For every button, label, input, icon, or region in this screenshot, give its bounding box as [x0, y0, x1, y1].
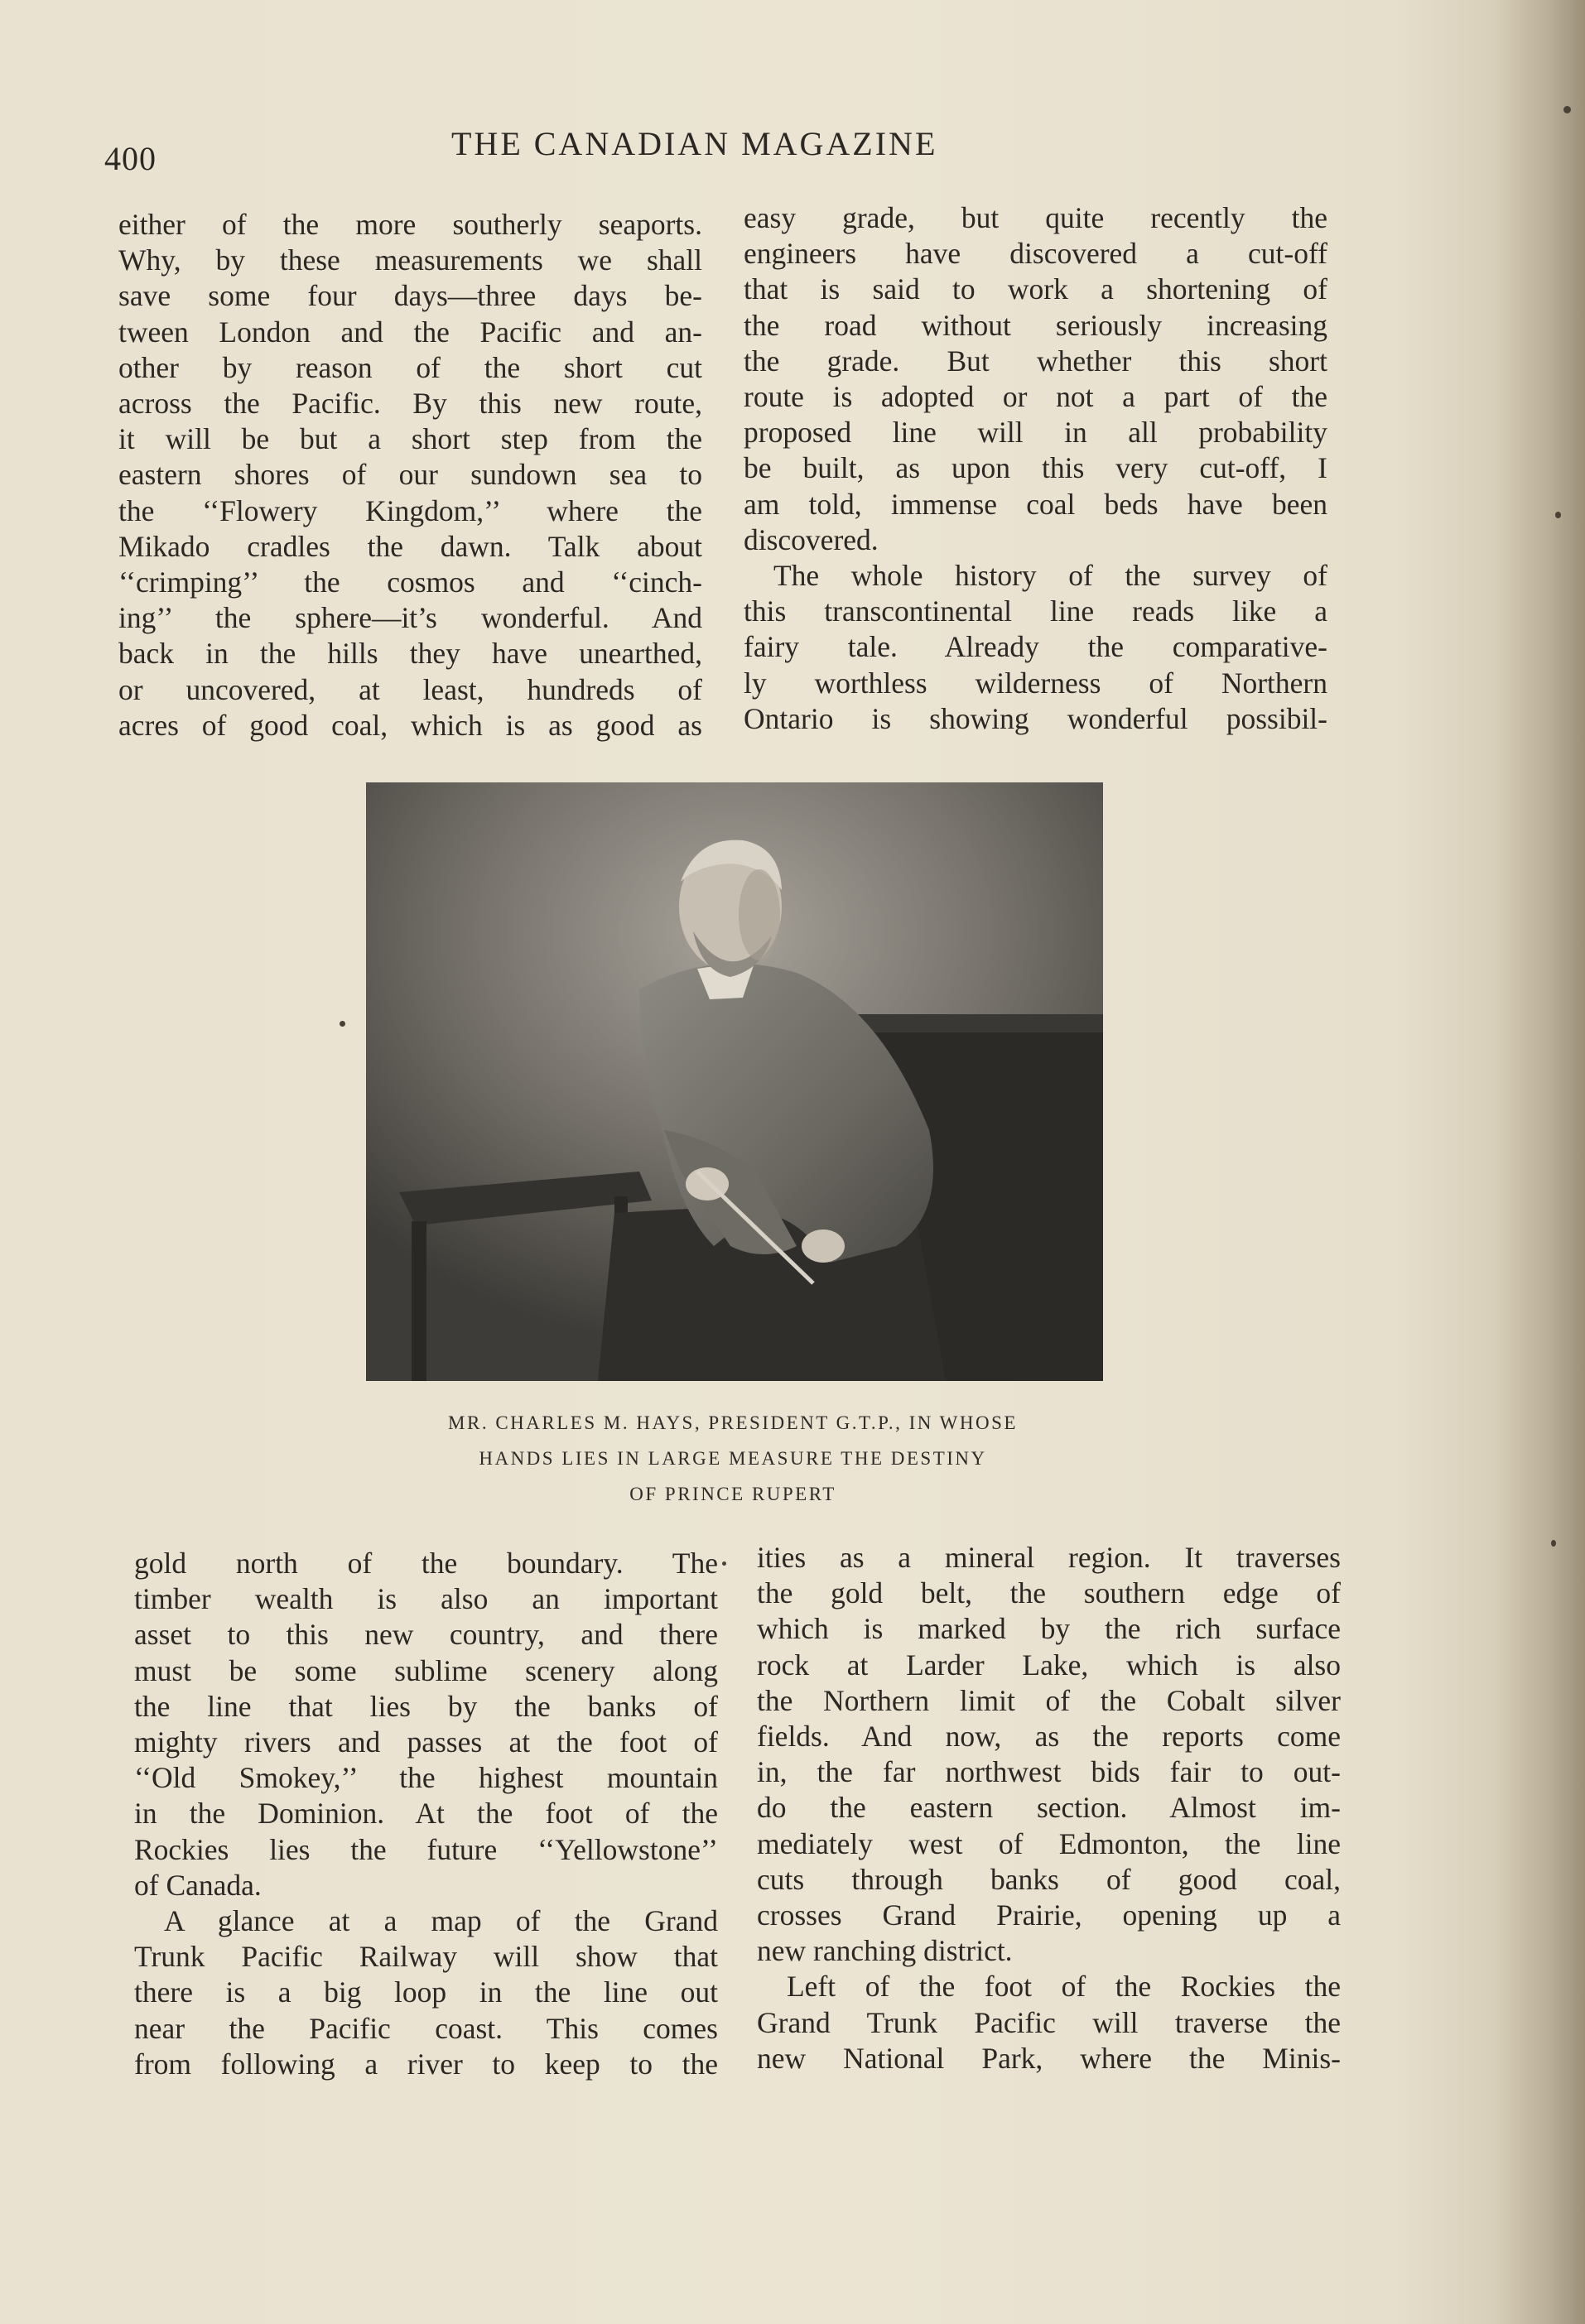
text-line: am told, immense coal beds have been — [744, 487, 1327, 521]
text-line: fairy tale. Already the comparative- — [744, 630, 1327, 664]
binding-shadow — [1494, 0, 1585, 2324]
text-line: there is a big loop in the line out — [134, 1975, 718, 2009]
text-line: Rockies lies the future ‘‘Yellowstone’’ — [134, 1832, 718, 1866]
text-line: discovered. — [744, 522, 879, 556]
text-line: ities as a mineral region. It traverses — [757, 1541, 1341, 1574]
text-line: or uncovered, at least, hundreds of — [118, 672, 702, 706]
text-column-top-right — [744, 200, 1327, 737]
text-line: gold north of the boundary. The — [134, 1547, 718, 1580]
portrait-illustration — [366, 782, 1103, 1381]
text-line: asset to this new country, and there — [134, 1618, 718, 1652]
text-line: must be some sublime scenery along — [134, 1653, 718, 1687]
text-line: route is adopted or not a part of the — [744, 380, 1327, 414]
text-line: be built, as upon this very cut-off, I — [744, 451, 1327, 485]
photo-caption — [315, 1405, 1151, 1512]
text-column-bottom-right — [757, 1540, 1341, 2076]
text-line: it will be but a short step from the — [118, 422, 702, 456]
text-line: other by reason of the short cut — [118, 350, 702, 384]
text-line: ‘‘crimping’’ the cosmos and ‘‘cinch- — [118, 565, 702, 599]
paper-speck — [1551, 1540, 1556, 1547]
text-line: ly worthless wilderness of Northern — [744, 666, 1327, 700]
text-line: the ‘‘Flowery Kingdom,’’ where the — [118, 493, 702, 527]
text-line: mighty rivers and passes at the foot of — [134, 1725, 718, 1759]
text-line: easy grade, but quite recently the — [744, 201, 1327, 234]
text-line: across the Pacific. By this new route, — [118, 387, 702, 421]
paper-speck — [722, 1561, 726, 1566]
running-head: THE CANADIAN MAGAZINE — [451, 125, 938, 162]
paper-speck — [1555, 512, 1561, 518]
caption-line: HANDS LIES IN LARGE MEASURE THE DESTINY — [479, 1448, 987, 1469]
page-number: 400 — [104, 140, 157, 177]
text-line: the line that lies by the banks of — [134, 1689, 718, 1723]
text-line: of Canada. — [134, 1868, 262, 1902]
text-line: back in the hills they have unearthed, — [118, 637, 702, 671]
text-line: that is said to work a shortening of — [744, 272, 1327, 306]
text-line: the road without seriously increasing — [744, 308, 1327, 342]
caption-line: OF PRINCE RUPERT — [629, 1484, 836, 1504]
text-line: The whole history of the survey of — [773, 559, 1327, 593]
text-line: engineers have discovered a cut-off — [744, 237, 1327, 271]
paper-speck — [340, 1021, 345, 1027]
text-line: crosses Grand Prairie, opening up a — [757, 1898, 1341, 1932]
text-line: either of the more southerly seaports. — [118, 208, 702, 241]
text-line: Ontario is showing wonderful possibil- — [744, 701, 1327, 735]
text-line: the gold belt, the southern edge of — [757, 1576, 1341, 1610]
paper-speck — [1563, 106, 1571, 113]
text-line: cuts through banks of good coal, — [757, 1862, 1341, 1896]
portrait-photograph — [366, 782, 1103, 1381]
text-line: timber wealth is also an important — [134, 1582, 718, 1616]
text-line: fields. And now, as the reports come — [757, 1720, 1341, 1754]
text-line: Grand Trunk Pacific will traverse the — [757, 2005, 1341, 2039]
text-line: from following a river to keep to the — [134, 2047, 718, 2081]
text-line: proposed line will in all probability — [744, 416, 1327, 450]
text-line: Trunk Pacific Railway will show that — [134, 1940, 718, 1974]
text-line: the Northern limit of the Cobalt silver — [757, 1683, 1341, 1717]
text-column-bottom-left — [134, 1546, 718, 2082]
text-line: ing’’ the sphere—it’s wonderful. And — [118, 601, 702, 635]
text-line: Left of the foot of the Rockies the — [787, 1970, 1341, 2004]
text-column-top-left — [118, 207, 702, 743]
text-line: do the eastern section. Almost im- — [757, 1791, 1341, 1825]
text-line: rock at Larder Lake, which is also — [757, 1648, 1341, 1682]
text-line: this transcontinental line reads like a — [744, 594, 1327, 628]
text-line: in the Dominion. At the foot of the — [134, 1797, 718, 1831]
text-line: tween London and the Pacific and an- — [118, 315, 702, 349]
text-line: Mikado cradles the dawn. Talk about — [118, 529, 702, 563]
caption-line: MR. CHARLES M. HAYS, PRESIDENT G.T.P., IN WHOSE — [448, 1412, 1018, 1433]
text-line: near the Pacific coast. This comes — [134, 2011, 718, 2045]
text-line: mediately west of Edmonton, the line — [757, 1826, 1341, 1860]
text-line: ‘‘Old Smokey,’’ the highest mountain — [134, 1761, 718, 1795]
text-line: eastern shores of our sundown sea to — [118, 458, 702, 492]
text-line: new National Park, where the Minis- — [757, 2041, 1341, 2075]
text-line: in, the far northwest bids fair to out- — [757, 1755, 1341, 1789]
text-line: acres of good coal, which is as good as — [118, 708, 702, 742]
text-line: save some four days—three days be- — [118, 279, 702, 313]
text-line: new ranching district. — [757, 1934, 1013, 1968]
text-line: A glance at a map of the Grand — [164, 1904, 718, 1938]
text-line: which is marked by the rich surface — [757, 1612, 1341, 1646]
text-line: Why, by these measurements we shall — [118, 243, 702, 277]
text-line: the grade. But whether this short — [744, 344, 1327, 378]
